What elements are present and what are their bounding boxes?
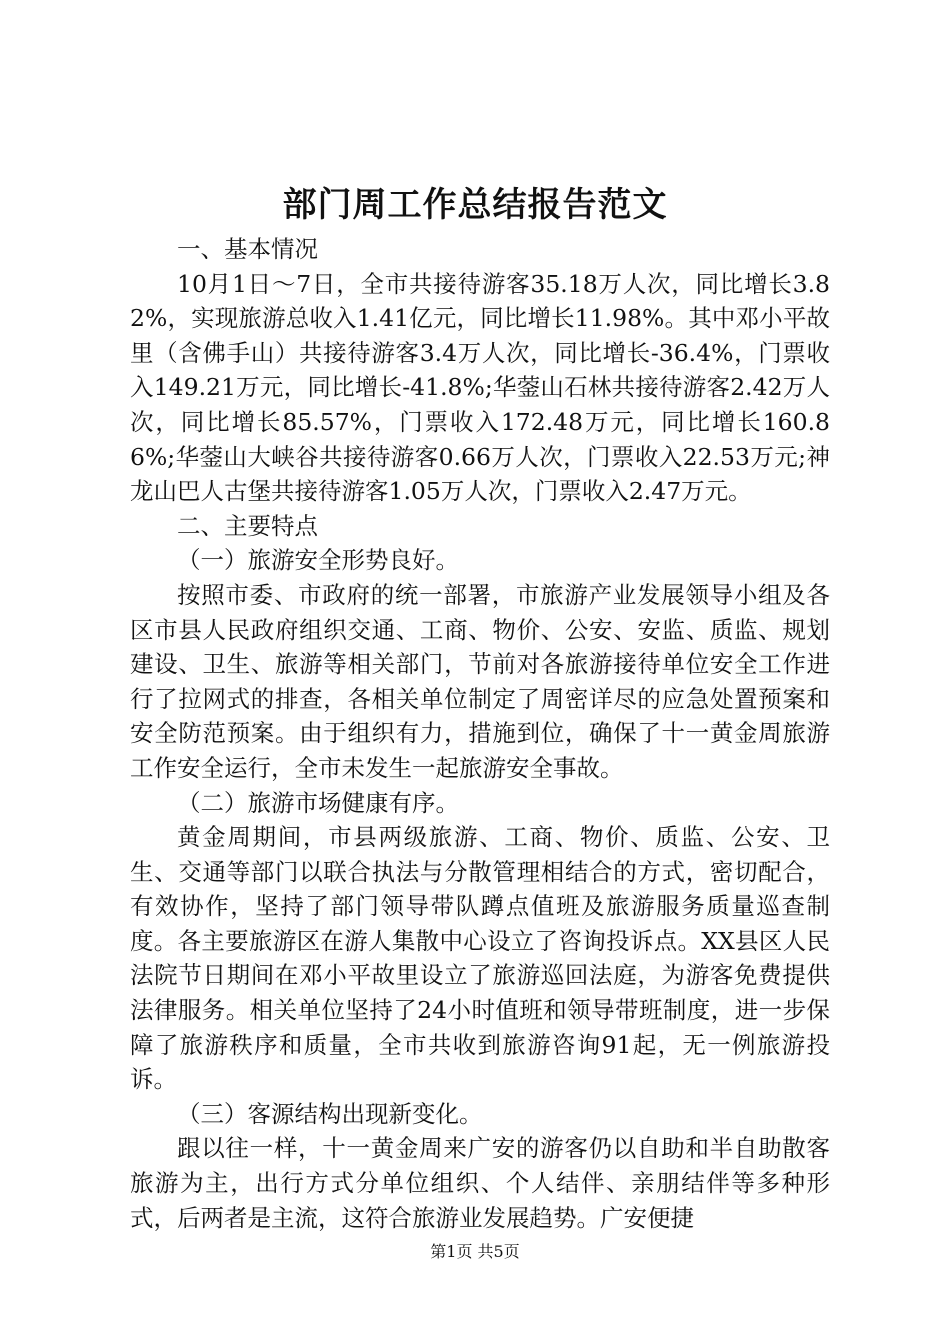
document-body: [130, 232, 830, 1235]
section-heading-basic-situation: 一、基本情况: [177, 235, 318, 263]
subheading-visitor-structure: （三）客源结构出现新变化。: [177, 1099, 483, 1128]
page-number: 第1页 共5页: [430, 1242, 520, 1261]
subheading-market: （二）旅游市场健康有序。: [177, 788, 459, 817]
paragraph-safety: 按照市委、市政府的统一部署，市旅游产业发展领导小组及各区市县人民政府组织交通、工商、物价、公安、安监、质监、规划建设、卫生、旅游等相关部门，节前对各旅游接待单位安全工作进行了拉网式的排查，各相关单位制定了周密详尽的应急处置预案和安全防范预案。由于组织有力，措施到位，确保了十一黄金周旅游工作安全运行，全市未发生一起旅游安全事故。: [130, 580, 830, 782]
subheading-safety: （一）旅游安全形势良好。: [177, 546, 459, 575]
section-heading-main-features: 二、主要特点: [177, 511, 318, 540]
paragraph-visitor-structure: 跟以往一样，十一黄金周来广安的游客仍以自助和半自助散客旅游为主，出行方式分单位组织、个人结伴、亲朋结伴等多种形式，后两者是主流，这符合旅游业发展趋势。广安便捷: [130, 1134, 830, 1232]
paragraph-statistics: 10月1日～7日，全市共接待游客35.18万人次，同比增长3.82%，实现旅游总收入1.41亿元，同比增长11.98%。其中邓小平故里（含佛手山）共接待游客3.4万人次，同比增长-36.4%，门票收入149.21万元，同比增长-41.8%;华蓥山石林共接待游客2.42万人次，同比增长85.57%，门票收入172.48万元，同比增长160.86%;华蓥山大峡谷共接待游客0.66万人次，门票收入22.53万元;神龙山巴人古堡共接待游客1.05万人次，门票收入2.47万元。: [130, 269, 830, 506]
paragraph-market: 黄金周期间，市县两级旅游、工商、物价、质监、公安、卫生、交通等部门以联合执法与分散管理相结合的方式，密切配合，有效协作，坚持了部门领导带队蹲点值班及旅游服务质量巡查制度。各主要旅游区在游人集散中心设立了咨询投诉点。XX县区人民法院节日期间在邓小平故里设立了旅游巡回法庭，为游客免费提供法律服务。相关单位坚持了24小时值班和领导带班制度，进一步保障了旅游秩序和质量，全市共收到旅游咨询91起，无一例旅游投诉。: [130, 823, 830, 1094]
document-title: 部门周工作总结报告范文: [282, 185, 668, 225]
